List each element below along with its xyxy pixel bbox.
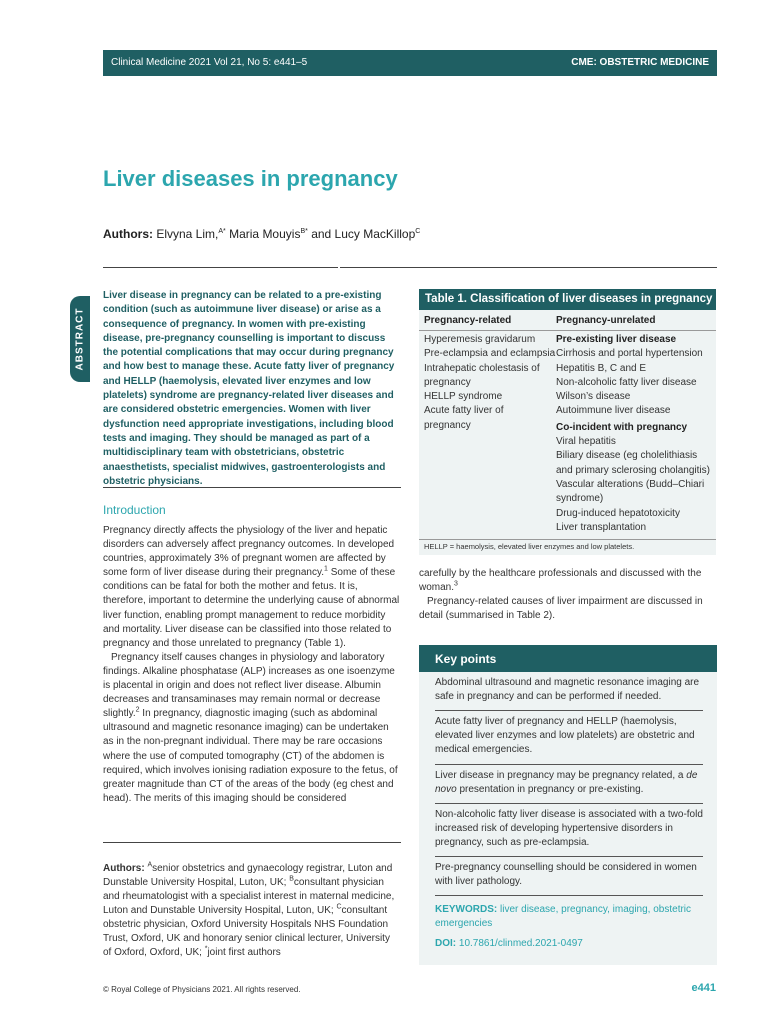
table-subheading: Pre-existing liver disease xyxy=(556,334,677,345)
table-cell: and primary sclerosing cholangitis) xyxy=(556,464,710,476)
key-point-1: Abdominal ultrasound and magnetic resonance imaging are safe in pregnancy and can be performed if needed. xyxy=(435,677,700,702)
table-cell: Viral hepatitis xyxy=(556,436,616,448)
table-cell: Liver transplantation xyxy=(556,521,647,533)
author-2-affil: B* xyxy=(300,228,308,235)
table-1-footnote: HELLP = haemolysis, elevated liver enzymes and low platelets. xyxy=(424,542,635,551)
table-cell: Pre-eclampsia and eclampsia xyxy=(424,348,556,360)
affil-sup-star: * xyxy=(204,945,208,953)
table-cell: Cirrhosis and portal hypertension xyxy=(556,348,703,360)
key-point-2: Acute fatty liver of pregnancy and HELLP (haemolysis, elevated liver enzymes and low platelets) are obstetric and medical emergencies. xyxy=(435,716,695,755)
key-point-4: Non-alcoholic fatty liver disease is associated with a two-fold increased risk of developing hypertensive disorders in pregnancy, such as pre-eclampsia. xyxy=(435,809,703,848)
affil-sup-b: B xyxy=(289,875,294,883)
affil-label: Authors: xyxy=(103,863,145,874)
table-cell: syndrome) xyxy=(556,493,604,505)
affil-a: senior obstetrics and gynaecology registrar, Luton and Dunstable University Hospital, Luton, UK; xyxy=(103,863,393,888)
author-3: and Lucy MacKillop xyxy=(307,227,416,241)
intro-p1-text-cont: Some of these conditions can be fatal for both the mother and fetus. It is, therefore, important to determine the underlying cause of abnormal liver function, enabling prompt management to reduce morbidity and mortality. Liver disease can be classified into those related to pregnancy and those unrelated to pregnancy (Table 1). xyxy=(103,567,400,649)
journal-header-bar xyxy=(103,50,717,76)
col2-p1-text: carefully by the healthcare professionals and discussed with the woman. xyxy=(419,568,702,594)
abstract-text: Liver disease in pregnancy can be related to a pre-existing condition (such as autoimmune liver disease) or arise as a consequence of pregnancy. In women with pre-existing disease, pre-pregnancy counselling is important to discuss the potential complications that may occur during pregnancy and how best to manage these. Acute fatty liver of pregnancy and HELLP (haemolysis, elevated liver enzymes and low platelets) syndrome are pregnancy-related liver diseases and are considered obstetric emergencies. Women with liver dysfunction need appropriate investigations, including blood tests and imaging. They should be managed as part of a multidisciplinary team with obstetricians, obstetric anaesthetists, specialist midwives, gastroenterologists and obstetric physicians. xyxy=(103,290,395,487)
table-cell: Intrahepatic cholestasis of xyxy=(424,362,540,374)
keywords-label: KEYWORDS: xyxy=(435,904,498,915)
table-1-title: Table 1. Classification of liver diseases in pregnancy xyxy=(419,289,716,310)
table-cell: pregnancy xyxy=(424,419,471,431)
table-cell: Non-alcoholic fatty liver disease xyxy=(556,376,697,388)
key-point-divider xyxy=(435,803,703,804)
key-point-divider xyxy=(435,764,703,765)
affil-note: joint first authors xyxy=(207,947,281,958)
author-1: Elvyna Lim, xyxy=(153,227,219,241)
table-1-header-rule xyxy=(419,330,716,331)
key-point-3-text-cont: presentation in pregnancy or pre-existing. xyxy=(456,784,644,795)
table-1-bottom-rule xyxy=(419,539,716,540)
divider-abstract xyxy=(103,487,401,488)
affil-b: consultant physician and rheumatologist with a specialist interest in maternal medicine, Luton and Dunstable University Hospital, Luton, UK; xyxy=(103,877,395,916)
divider-title-left xyxy=(103,267,338,268)
intro-p2-text-cont: In pregnancy, diagnostic imaging (such as abdominal ultrasound and magnetic resonance imaging) can be undertaken as in the non-pregnant individual. There may be rare occasions where the use of computed tomography (CT) of the abdomen is required, which involves ionising radiation exposure to the fetus, of greater magnitude than CT of the areas of the body (eg chest and head). The merits of this imaging should be considered xyxy=(103,708,398,804)
author-byline xyxy=(103,227,420,241)
key-point-divider xyxy=(435,895,703,896)
table-cell: Biliary disease (eg cholelithiasis xyxy=(556,450,698,462)
intro-paragraph-1 xyxy=(103,524,401,651)
journal-citation: Clinical Medicine 2021 Vol 21, No 5: e441–5 xyxy=(111,57,308,68)
ref-3: 3 xyxy=(454,580,458,588)
table-cell: Acute fatty liver of xyxy=(424,405,504,417)
table-1-col1 xyxy=(424,333,555,433)
author-affiliations xyxy=(103,862,401,960)
affil-sup-c: C xyxy=(336,903,342,911)
key-point-3-emphasis: de novo xyxy=(435,770,698,795)
doi-label: DOI: xyxy=(435,938,457,949)
intro-paragraph-2 xyxy=(103,651,401,806)
page-number: e441 xyxy=(691,982,716,994)
key-point-3 xyxy=(435,769,703,797)
keywords-list: liver disease, pregnancy, imaging, obstetric emergencies xyxy=(435,904,692,929)
keywords xyxy=(435,903,703,931)
doi-link[interactable]: 10.7861/clinmed.2021-0497 xyxy=(456,938,583,949)
table-subheading: Co-incident with pregnancy xyxy=(556,421,688,433)
table-cell: HELLP syndrome xyxy=(424,391,503,403)
ref-2: 2 xyxy=(135,706,140,714)
affil-c: consultant obstetric physician, Oxford University Hospitals NHS Foundation Trust, Oxford, UK and honorary senior clinical lecturer, University of Oxford, Oxford, UK; xyxy=(103,905,390,958)
doi xyxy=(435,937,703,951)
column-2-body xyxy=(419,567,716,623)
copyright-notice: © Royal College of Physicians 2021. All rights reserved. xyxy=(103,985,301,994)
table-1-col1-header: Pregnancy-related xyxy=(424,315,512,326)
table-cell: pregnancy xyxy=(424,376,471,388)
key-point-divider xyxy=(435,710,703,711)
table-cell: Wilson’s disease xyxy=(556,391,631,403)
col2-paragraph-1 xyxy=(419,567,716,595)
intro-p1-text: Pregnancy directly affects the physiology of the liver and hepatic disorders can adversely affect pregnancy outcomes. In developed countries, approximately 3% of pregnant women are affected by some form of liver disease during their pregnancy. xyxy=(103,525,395,579)
table-cell: Autoimmune liver disease xyxy=(556,405,671,417)
article-title: Liver diseases in pregnancy xyxy=(103,166,398,191)
key-point-5: Pre-pregnancy counselling should be considered in women with liver pathology. xyxy=(435,862,697,887)
abstract-tab-label: ABSTRACT xyxy=(74,307,86,371)
table-1-col2-header: Pregnancy-unrelated xyxy=(556,315,656,326)
author-3-affil: C xyxy=(415,228,421,235)
table-cell: Hyperemesis gravidarum xyxy=(424,334,536,345)
table-cell: Hepatitis B, C and E xyxy=(556,362,647,374)
table-1-col2 xyxy=(556,333,710,535)
col2-paragraph-2: Pregnancy-related causes of liver impairment are discussed in detail (summarised in Table 2). xyxy=(419,596,703,622)
author-2: Maria Mouyis xyxy=(225,227,301,241)
affil-sup-a: A xyxy=(147,861,153,869)
key-point-divider xyxy=(435,856,703,857)
divider-title-right xyxy=(340,267,717,268)
key-point-3-text: Liver disease in pregnancy may be pregnancy related, a xyxy=(435,770,687,781)
table-cell: Drug-induced hepatotoxicity xyxy=(556,507,680,519)
key-points-title: Key points xyxy=(419,645,717,672)
abstract-tab xyxy=(70,296,90,382)
table-cell: Vascular alterations (Budd–Chiari xyxy=(556,478,705,490)
key-points-box xyxy=(419,645,717,965)
intro-p2-text: Pregnancy itself causes changes in physiology and laboratory findings. Alkaline phosphatase (ALP) increases as one isoenzyme is placental in origin and does not reflect liver disease. Albumin decreases and transaminases may remain normal or decrease slightly. xyxy=(103,651,395,720)
divider-authors xyxy=(103,842,401,843)
ref-1: 1 xyxy=(324,565,328,573)
introduction-body xyxy=(103,524,401,806)
section-heading-introduction: Introduction xyxy=(103,503,166,517)
byline-label: Authors: xyxy=(103,227,153,241)
author-1-affil: A* xyxy=(218,228,226,235)
table-1 xyxy=(419,289,716,555)
section-label: CME: OBSTETRIC MEDICINE xyxy=(571,57,709,68)
